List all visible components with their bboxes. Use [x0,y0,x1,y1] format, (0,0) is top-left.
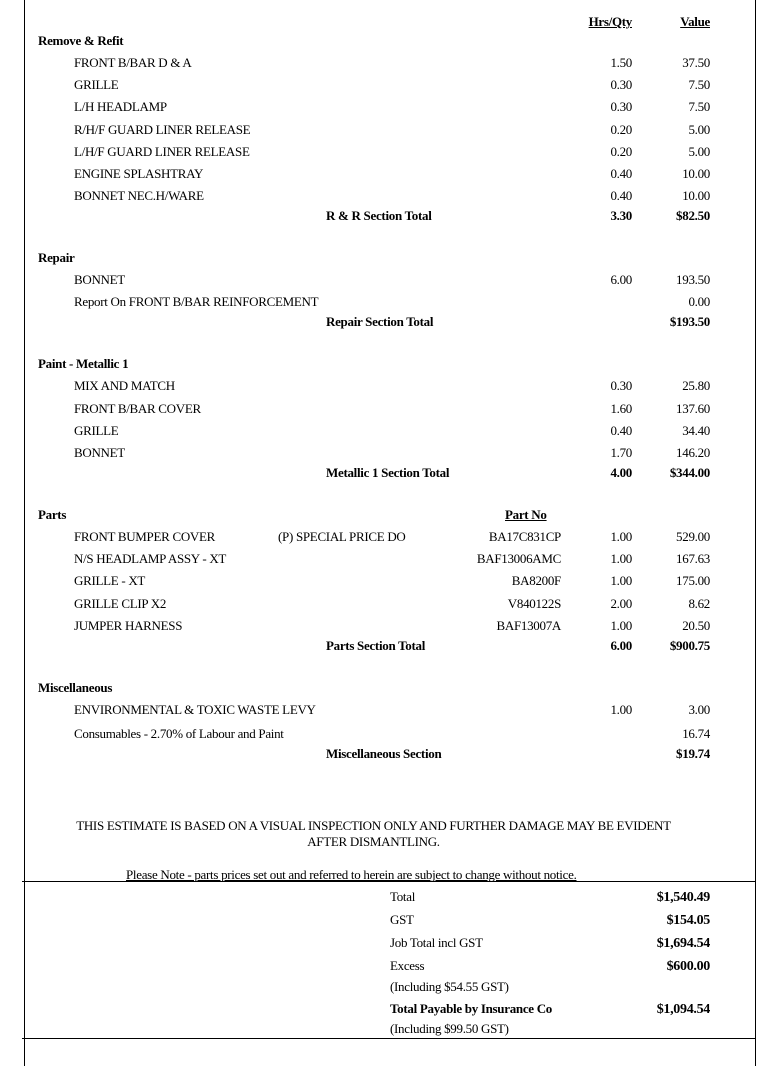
item-description: MIX AND MATCH [74,378,175,393]
item-value: 25.80 [682,378,710,393]
item-value: 10.00 [682,166,710,181]
totals-label: (Including $54.55 GST) [390,979,509,994]
totals-label: Total [390,889,416,904]
item-value: 3.00 [688,702,710,717]
section-title: Repair [38,250,75,265]
item-part-no: BAF13007A [496,618,561,633]
section-total-label: R & R Section Total [326,208,432,223]
item-description: N/S HEADLAMP ASSY - XT [74,551,227,566]
item-value: 167.63 [676,551,710,566]
item-description: L/H HEADLAMP [74,99,167,114]
item-description: ENGINE SPLASHTRAY [74,166,204,181]
totals-value: $154.05 [666,913,710,928]
section-total-qty: 4.00 [610,465,632,480]
item-description: GRILLE CLIP X2 [74,596,167,611]
item-description: FRONT BUMPER COVER [74,529,216,544]
item-qty: 2.00 [610,596,632,611]
item-description: BONNET NEC.H/WARE [74,188,204,203]
totals-value: $600.00 [666,959,710,974]
item-value: 193.50 [676,272,710,287]
item-description: GRILLE [74,423,119,438]
item-value: 5.00 [688,144,710,159]
totals-label: (Including $99.50 GST) [390,1021,509,1036]
item-qty: 0.30 [610,99,632,114]
item-description: BONNET [74,272,125,287]
item-qty: 1.00 [610,551,632,566]
disclaimer-line-1: THIS ESTIMATE IS BASED ON A VISUAL INSPECTION ONLY AND FURTHER DAMAGE MAY BE EVIDENT [76,818,671,833]
column-header-part-no: Part No [505,507,547,522]
section-total-qty: 3.30 [610,208,632,223]
column-header-hrs-qty: Hrs/Qty [588,14,632,29]
item-value: 20.50 [682,618,710,633]
item-value: 10.00 [682,188,710,203]
item-description: JUMPER HARNESS [74,618,183,633]
item-value: 8.62 [688,596,710,611]
item-value: 7.50 [688,99,710,114]
item-part-no: V840122S [507,596,561,611]
item-part-no: BAF13006AMC [476,551,561,566]
item-qty: 1.00 [610,702,632,717]
item-value: 175.00 [676,573,710,588]
section-total-value: $19.74 [676,746,710,761]
item-qty: 0.40 [610,188,632,203]
totals-label: Excess [390,958,425,973]
item-description: BONNET [74,445,125,460]
section-title: Parts [38,507,67,522]
item-qty: 1.60 [610,401,632,416]
section-total-label: Miscellaneous Section [326,746,442,761]
totals-label: Total Payable by Insurance Co [390,1001,553,1016]
item-qty: 0.40 [610,166,632,181]
page-border-right [755,0,756,1066]
item-qty: 1.00 [610,529,632,544]
item-part-no: BA8200F [511,573,561,588]
section-total-value: $82.50 [676,208,710,223]
totals-label: GST [390,912,414,927]
section-total-value: $900.75 [669,638,710,653]
section-total-value: $193.50 [669,314,710,329]
item-qty: 0.20 [610,122,632,137]
price-change-note: Please Note - parts prices set out and referred to herein are subject to change without notice. [126,867,577,882]
item-description: Report On FRONT B/BAR REINFORCEMENT [74,294,319,309]
item-value: 7.50 [688,77,710,92]
item-qty: 1.50 [610,55,632,70]
totals-label: Job Total incl GST [390,935,483,950]
page-border-left [24,0,25,1066]
item-qty: 1.00 [610,618,632,633]
totals-divider-bottom [22,1038,755,1039]
item-description: FRONT B/BAR COVER [74,401,201,416]
section-total-value: $344.00 [669,465,710,480]
item-value: 5.00 [688,122,710,137]
totals-value: $1,094.54 [656,1002,710,1017]
section-total-label: Repair Section Total [326,314,434,329]
item-qty: 0.20 [610,144,632,159]
item-value: 34.40 [682,423,710,438]
section-title: Remove & Refit [38,33,124,48]
totals-value: $1,540.49 [656,890,710,905]
item-qty: 0.30 [610,378,632,393]
disclaimer-line-2: AFTER DISMANTLING. [307,834,440,849]
item-description: ENVIRONMENTAL & TOXIC WASTE LEVY [74,702,316,717]
item-value: 16.74 [682,726,710,741]
item-description: L/H/F GUARD LINER RELEASE [74,144,250,159]
item-value: 0.00 [688,294,710,309]
item-qty: 1.00 [610,573,632,588]
item-qty: 1.70 [610,445,632,460]
totals-value: $1,694.54 [656,936,710,951]
item-part-no: BA17C831CP [488,529,561,544]
column-header-value: Value [680,14,710,29]
item-description: GRILLE [74,77,119,92]
item-value: 146.20 [676,445,710,460]
section-title: Paint - Metallic 1 [38,356,129,371]
item-qty: 6.00 [610,272,632,287]
item-value: 137.60 [676,401,710,416]
item-value: 529.00 [676,529,710,544]
item-description: Consumables - 2.70% of Labour and Paint [74,726,284,741]
section-total-label: Parts Section Total [326,638,426,653]
item-description: FRONT B/BAR D & A [74,55,192,70]
item-qty: 0.40 [610,423,632,438]
section-total-label: Metallic 1 Section Total [326,465,450,480]
section-total-qty: 6.00 [610,638,632,653]
item-qty: 0.30 [610,77,632,92]
item-value: 37.50 [682,55,710,70]
item-description: R/H/F GUARD LINER RELEASE [74,122,251,137]
section-title: Miscellaneous [38,680,113,695]
item-description: GRILLE - XT [74,573,146,588]
item-note: (P) SPECIAL PRICE DO [278,529,406,544]
